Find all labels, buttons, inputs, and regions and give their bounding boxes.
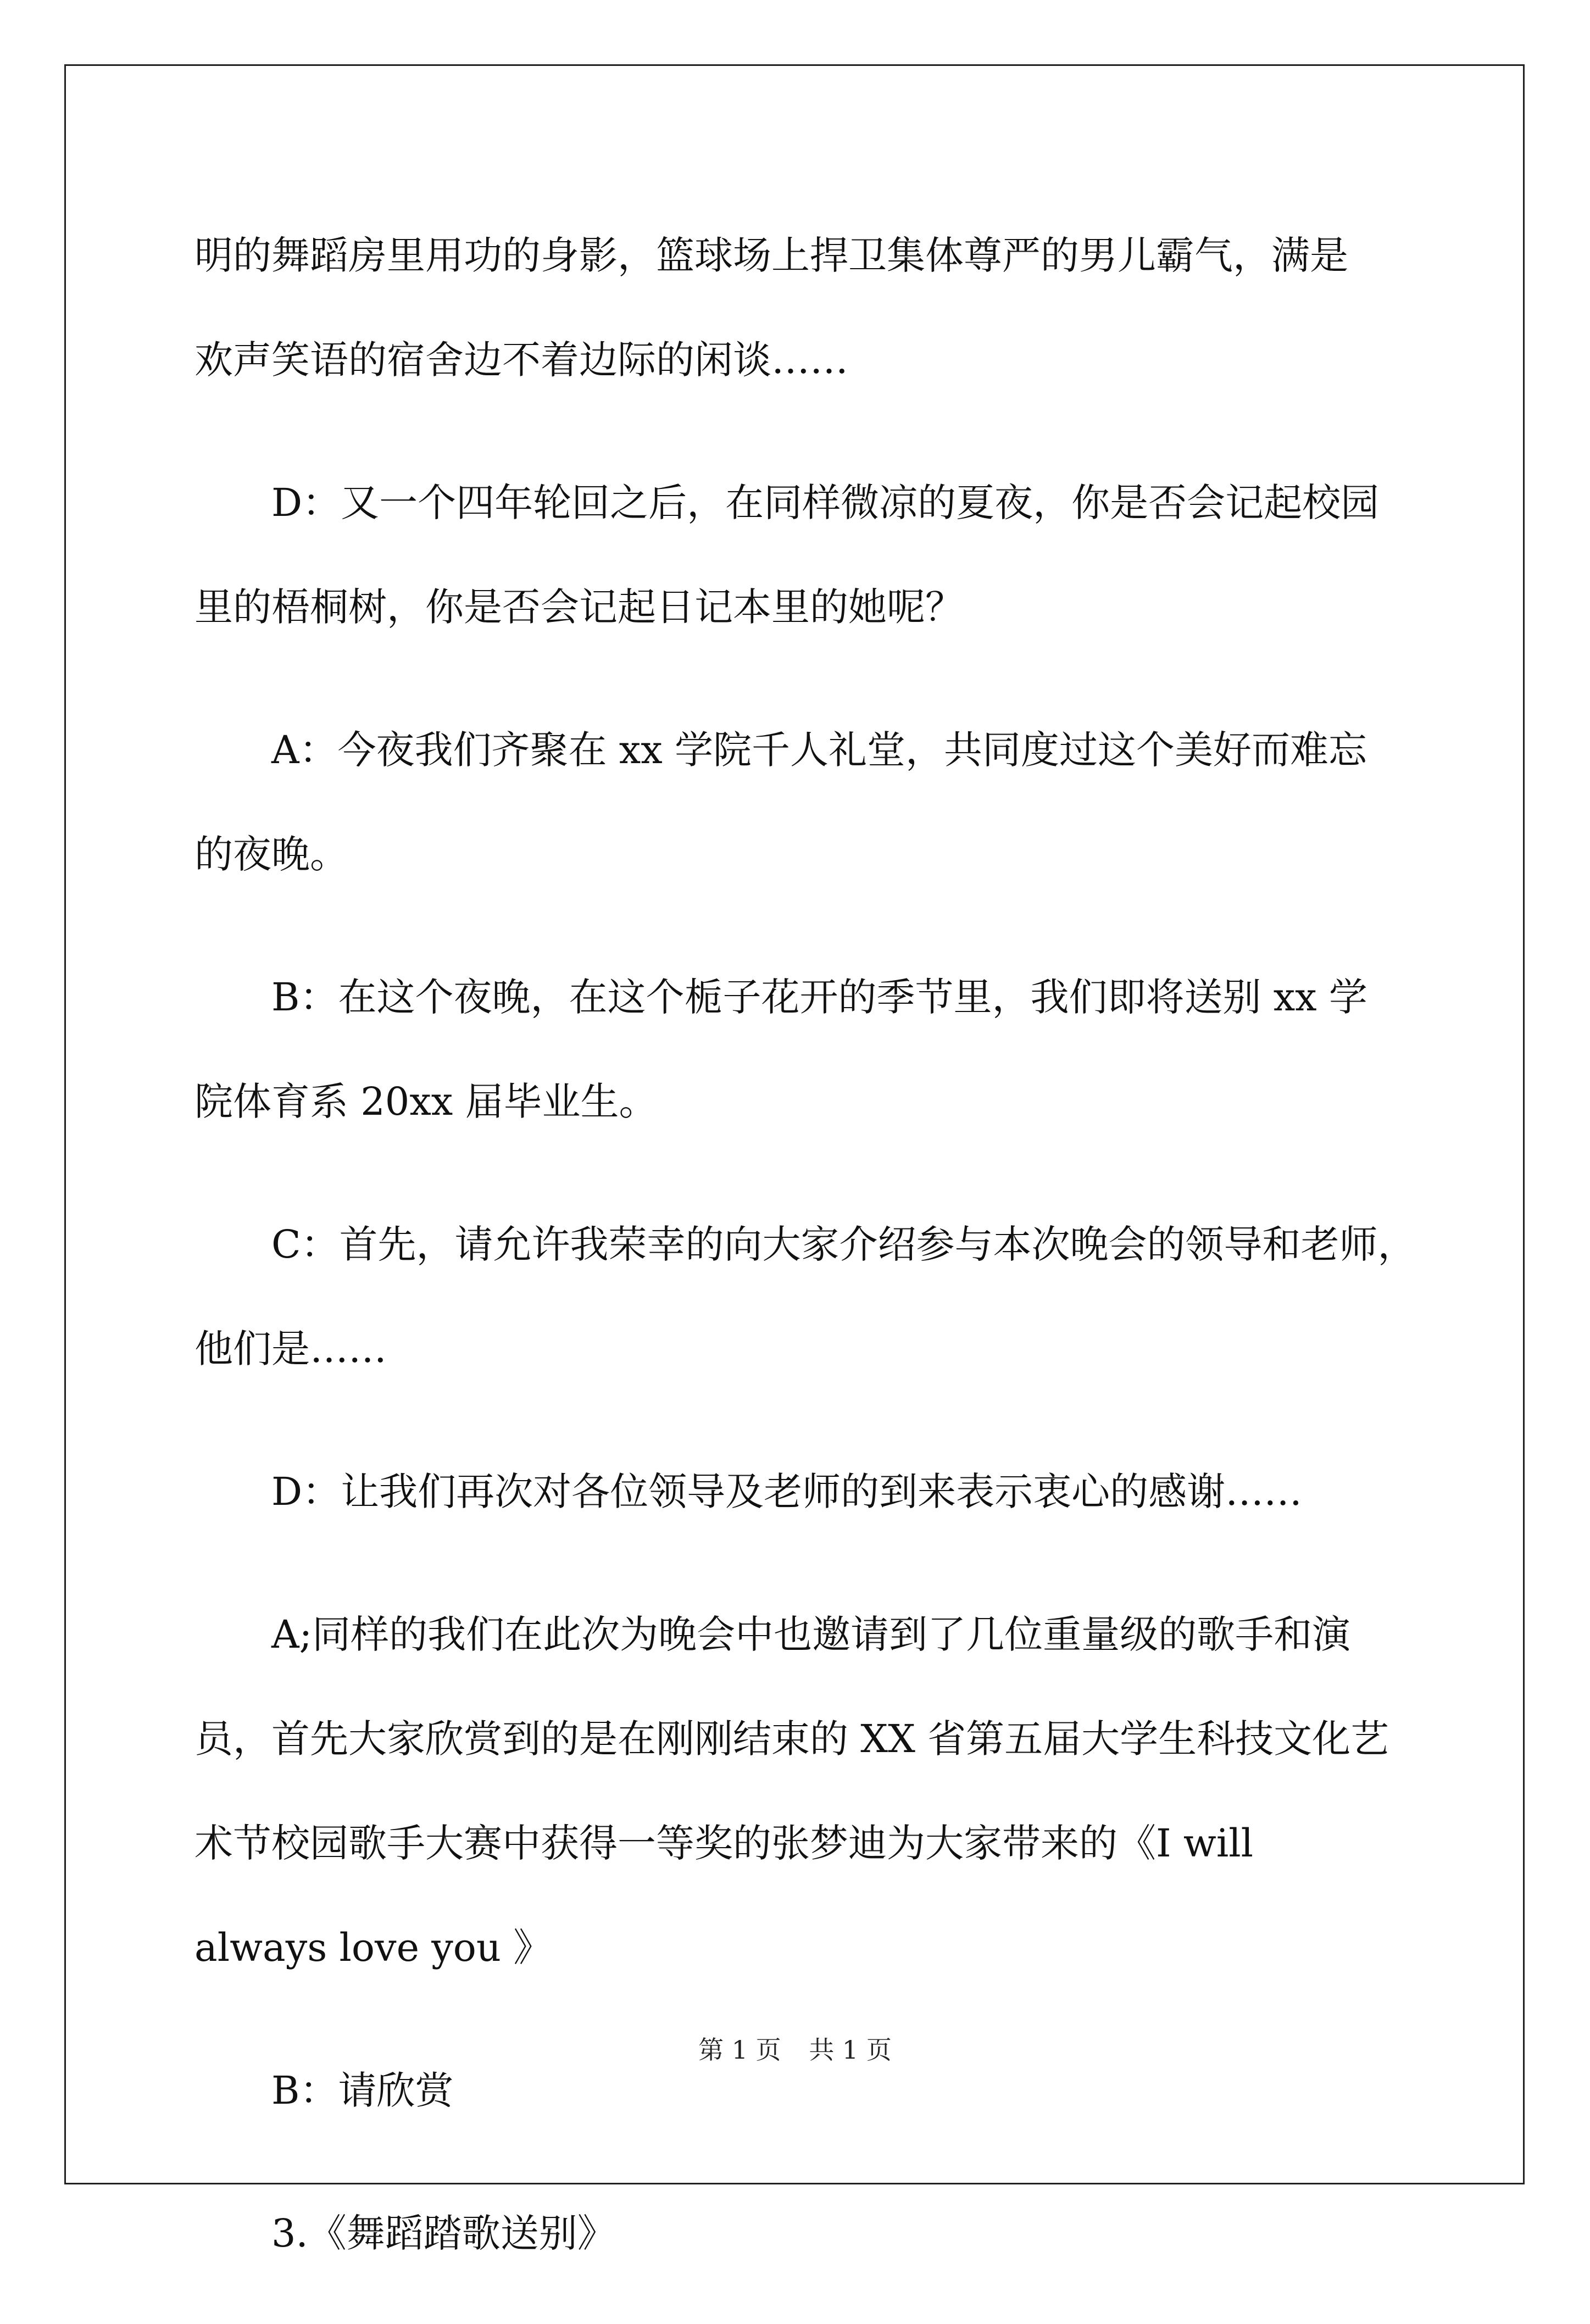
paragraph-3 bbox=[194, 698, 1403, 907]
text-line: always love you 》 bbox=[194, 1925, 552, 1970]
text-line: 里的梧桐树，你是否会记起日记本里的她呢？ bbox=[194, 585, 964, 630]
text-line: D：又一个四年轮回之后，在同样微凉的夏夜，你是否会记起校园 bbox=[271, 480, 1380, 525]
text-line: B：在这个夜晚，在这个栀子花开的季节里，我们即将送别 xx 学 bbox=[271, 975, 1367, 1020]
text-line: 员，首先大家欣赏到的是在刚刚结束的 XX 省第五届大学生科技文化艺 bbox=[194, 1716, 1389, 1761]
paragraph-5 bbox=[194, 1192, 1416, 1401]
text-line: A：今夜我们齐聚在 xx 学院千人礼堂，共同度过这个美好而难忘 bbox=[271, 727, 1367, 772]
text-line: 的夜晚。 bbox=[194, 832, 348, 877]
text-line: B：请欣赏 bbox=[271, 2068, 454, 2113]
text-line: 院体育系 20xx 届毕业生。 bbox=[194, 1079, 658, 1124]
paragraph-2 bbox=[194, 451, 1403, 659]
paragraph-7 bbox=[194, 1582, 1403, 2000]
page-footer bbox=[0, 2030, 1590, 2066]
text-line: 他们是…… bbox=[194, 1326, 387, 1371]
text-line: 3.《舞蹈踏歌送别》 bbox=[271, 2211, 616, 2256]
text-line: C：首先，请允许我荣幸的向大家介绍参与本次晚会的领导和老师， bbox=[271, 1222, 1416, 1267]
text-line: 明的舞蹈房里用功的身影，篮球场上捍卫集体尊严的男儿霸气，满是 bbox=[194, 233, 1348, 278]
document-body bbox=[194, 203, 1416, 2324]
paragraph-1 bbox=[194, 203, 1403, 412]
text-line: A;同样的我们在此次为晚会中也邀请到了几位重量级的歌手和演 bbox=[271, 1612, 1351, 1657]
text-line: 欢声笑语的宿舍边不着边际的闲谈…… bbox=[194, 337, 848, 382]
paragraph-6 bbox=[194, 1439, 1403, 1544]
text-line: 术节校园歌手大赛中获得一等奖的张梦迪为大家带来的《I will bbox=[194, 1821, 1253, 1866]
text-line: D：让我们再次对各位领导及老师的到来表示衷心的感谢…… bbox=[271, 1469, 1303, 1514]
paragraph-4 bbox=[194, 945, 1403, 1154]
page-number: 第 1 页 bbox=[698, 2035, 781, 2065]
paragraph-9 bbox=[194, 2181, 1403, 2286]
page-total: 共 1 页 bbox=[809, 2035, 892, 2065]
